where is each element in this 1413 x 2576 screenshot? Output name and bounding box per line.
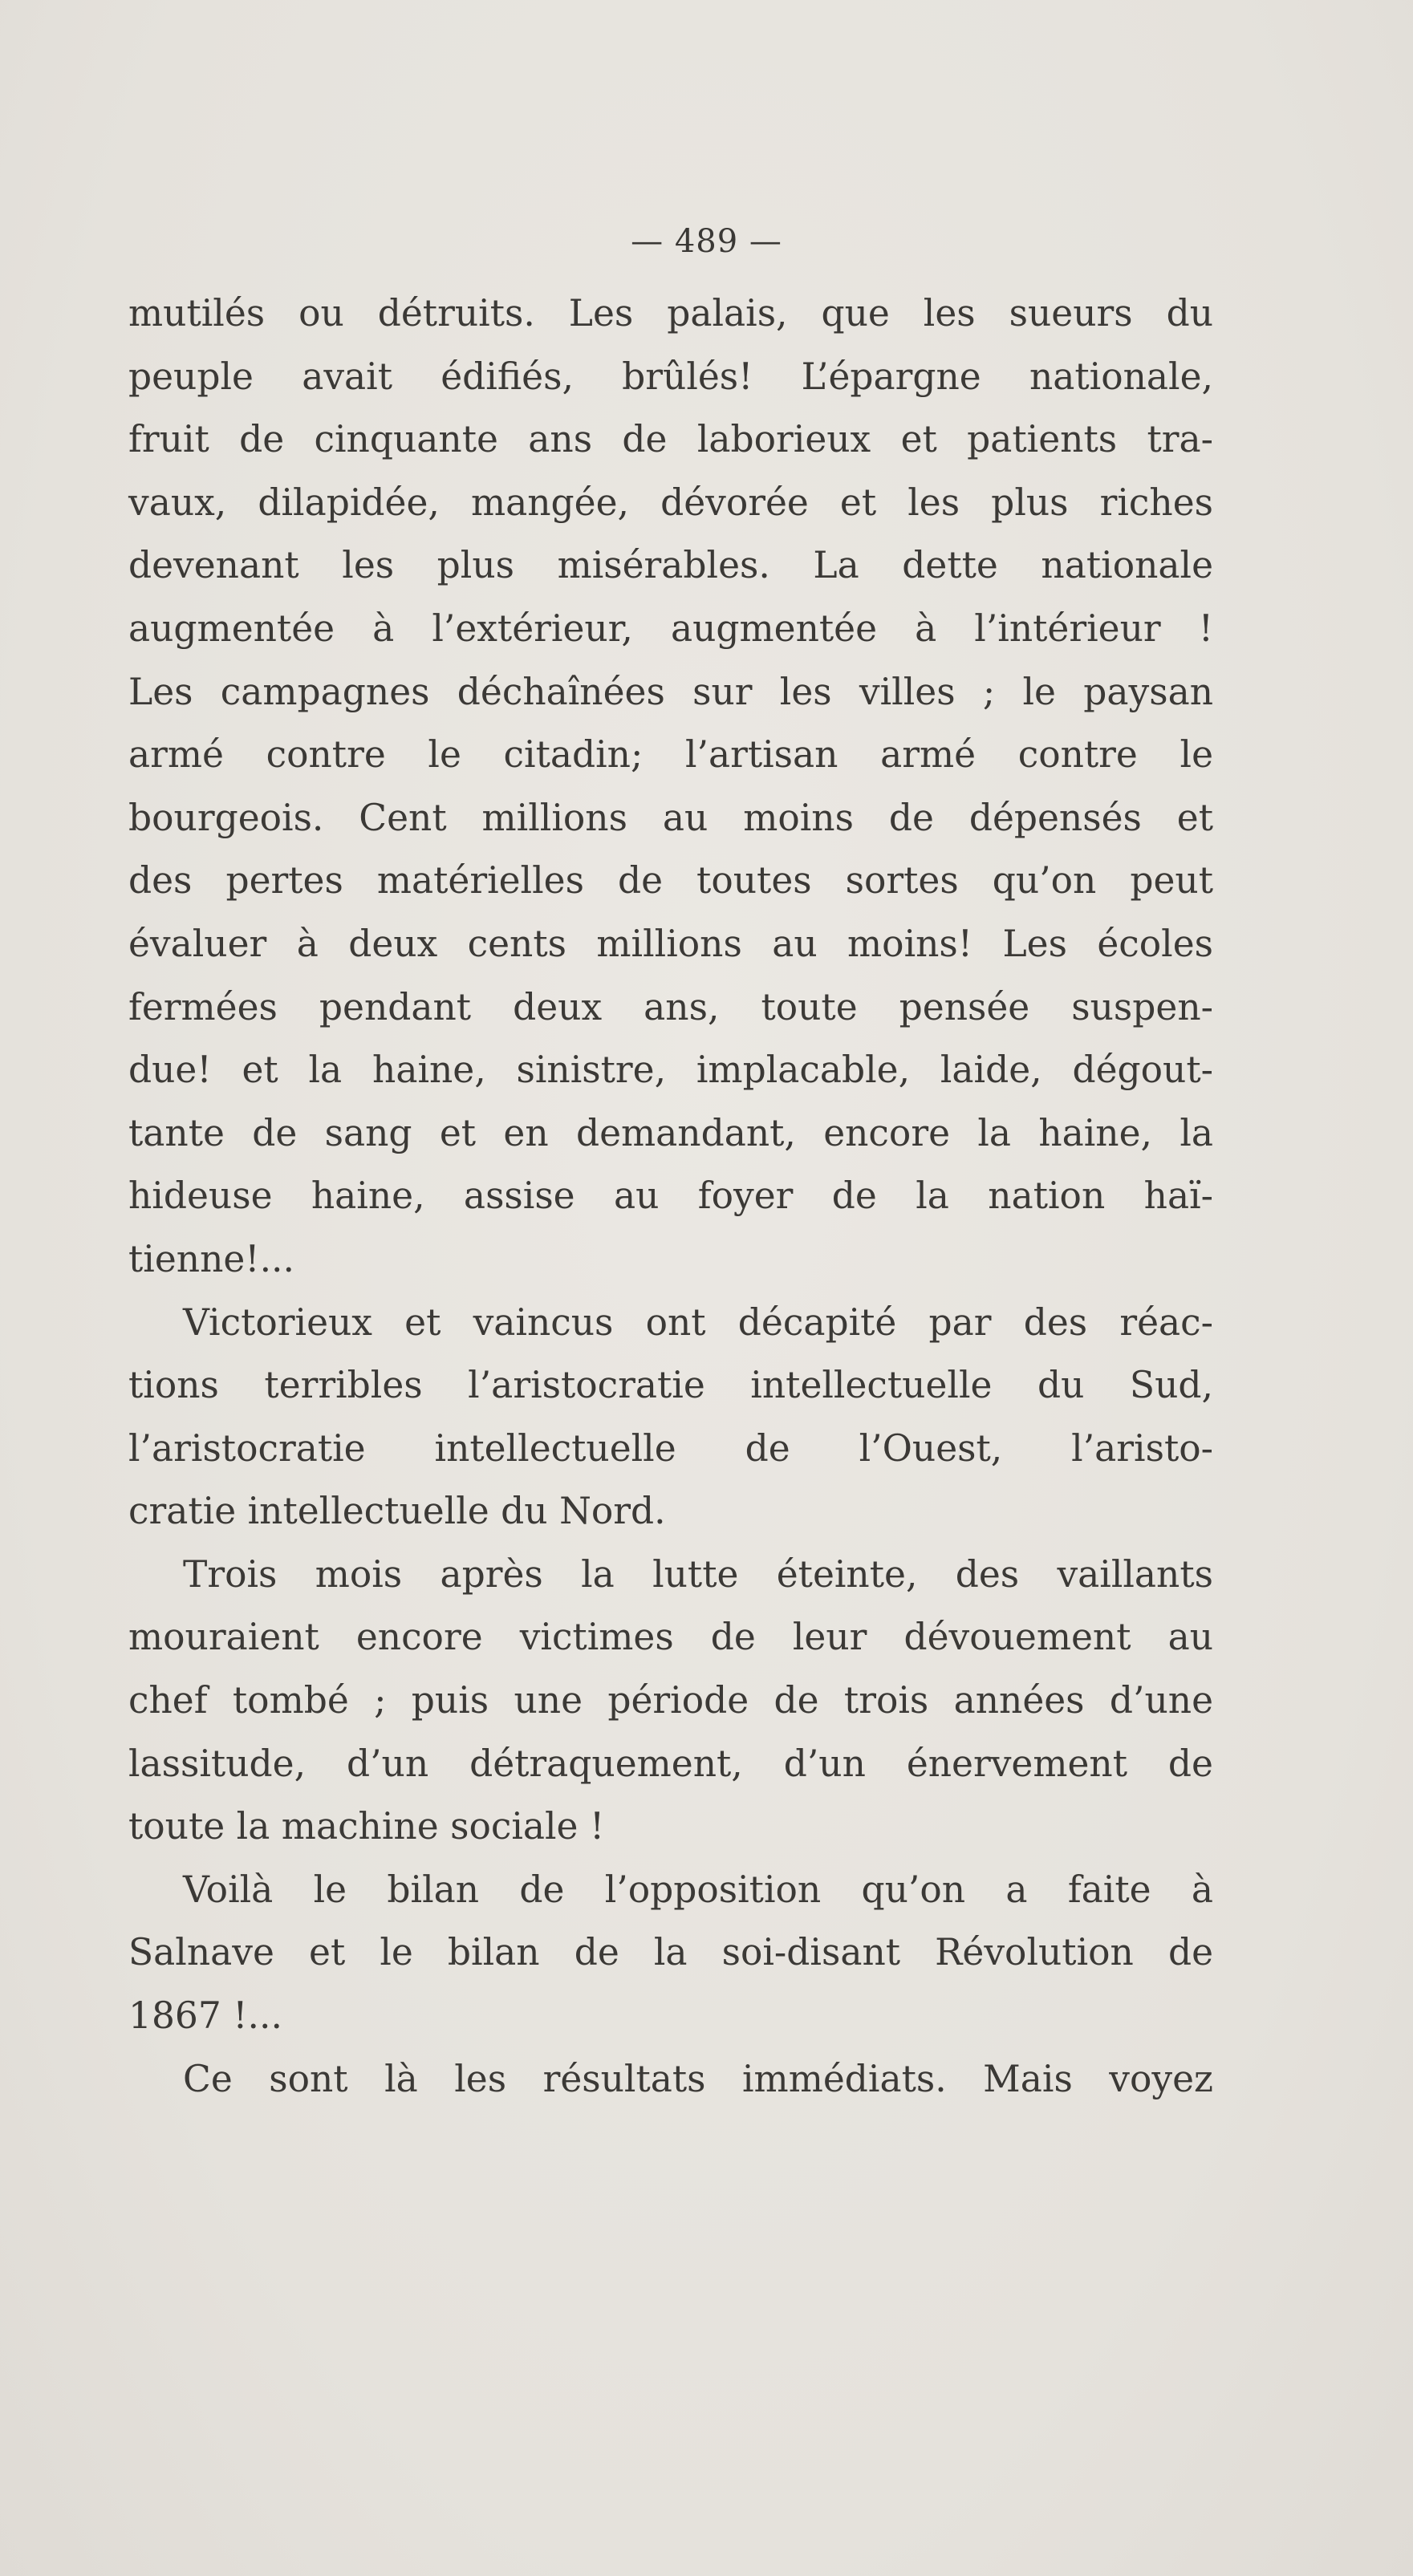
text-line: augmentée à l’extérieur, augmentée à l’intérieur !: [128, 606, 1213, 650]
text-line: bourgeois. Cent millions au moins de dépensés et: [128, 796, 1213, 839]
text-line: fermées pendant deux ans, toute pensée suspen-: [128, 985, 1213, 1028]
text-line: Trois mois après la lutte éteinte, des vaillants: [183, 1552, 1213, 1596]
text-line: hideuse haine, assise au foyer de la nation haï-: [128, 1174, 1213, 1218]
text-line: toute la machine sociale !: [128, 1805, 605, 1848]
text-line: des pertes matérielles de toutes sortes qu’on peut: [128, 859, 1213, 903]
text-line: Ce sont là les résultats immédiats. Mais voyez: [183, 2057, 1213, 2100]
text-line: tante de sang et en demandant, encore la haine, la: [128, 1111, 1213, 1154]
text-line: tienne!...: [128, 1237, 294, 1280]
text-line: 1867 !...: [128, 1994, 282, 2038]
body-text: [128, 282, 1213, 2111]
text-line: lassitude, d’un détraquement, d’un énervement de: [128, 1742, 1213, 1785]
text-line: chef tombé ; puis une période de trois années d’une: [128, 1679, 1213, 1722]
text-line: Voilà le bilan de l’opposition qu’on a faite à: [183, 1868, 1213, 1911]
text-line: Victorieux et vaincus ont décapité par des réac-: [183, 1300, 1213, 1344]
text-line: Les campagnes déchaînées sur les villes ; le paysan: [128, 670, 1213, 713]
text-line: fruit de cinquante ans de laborieux et patients tra-: [128, 418, 1213, 461]
text-line: armé contre le citadin; l’artisan armé contre le: [128, 733, 1213, 777]
text-line: devenant les plus misérables. La dette nationale: [128, 544, 1213, 587]
text-line: mutilés ou détruits. Les palais, que les sueurs du: [128, 292, 1213, 335]
text-line: due! et la haine, sinistre, implacable, laide, dégout-: [128, 1049, 1213, 1092]
text-line: évaluer à deux cents millions au moins! Les écoles: [128, 922, 1213, 965]
text-line: mouraient encore victimes de leur dévouement au: [128, 1616, 1213, 1659]
text-line: Salnave et le bilan de la soi-disant Révolution de: [128, 1931, 1213, 1974]
text-line: cratie intellectuelle du Nord.: [128, 1490, 666, 1533]
page-number: — 489 —: [631, 223, 782, 260]
text-line: tions terribles l’aristocratie intellectuelle du Sud,: [128, 1364, 1213, 1407]
text-line: l’aristocratie intellectuelle de l’Ouest, l’aristo-: [128, 1426, 1213, 1470]
text-line: peuple avait édifiés, brûlés! L’épargne nationale,: [128, 355, 1213, 398]
text-line: vaux, dilapidée, mangée, dévorée et les plus riches: [128, 481, 1213, 524]
